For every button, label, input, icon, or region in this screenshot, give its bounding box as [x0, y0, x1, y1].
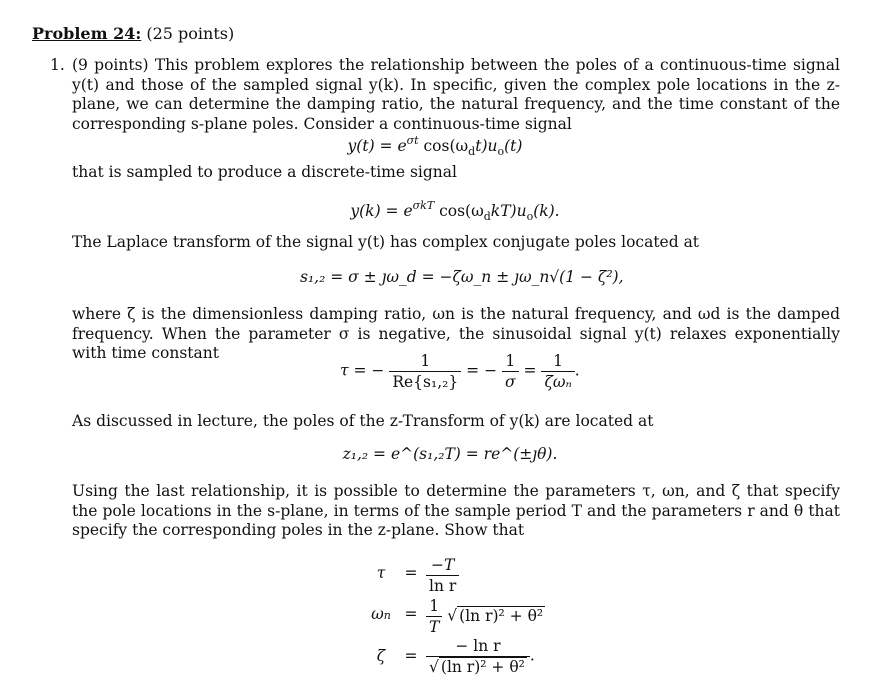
- using-paragraph: Using the last relationship, it is possible to determine the parameters τ, ωn, and ζ that specify the pole locations in the s-plane, in terms of the sample period T and the parameters r and θ that specify the corresponding poles in the z-plane. Show that: [72, 482, 840, 539]
- where-paragraph: where ζ is the dimensionless damping ratio, ωn is the natural frequency, and ωd is the damped frequency. When the parameter σ is negative, the sinusoidal signal y(t) relaxes exponentially with time constant: [72, 305, 840, 362]
- intro-paragraph: (9 points) This problem explores the relationship between the poles of a continuous-time signal y(t) and those of the sampled signal y(k). In specific, given the complex pole locations in the z-plane, we can determine the damping ratio, the natural frequency, and the time constant of the corresponding s-plane poles. Consider a continuous-time signal: [72, 56, 840, 133]
- equation-yk: $y(k) = e^{\sigma kT}$ $\cos(\omega_dkT)u_o(k)$.: [350, 199, 560, 223]
- equation-z: z₁,₂ = e^(s₁,₂T) = re^(±ȷθ).: [342, 445, 558, 463]
- problem-points: (25 points): [146, 24, 235, 43]
- problem-label: Problem 24:: [32, 24, 142, 43]
- item-number: 1.: [50, 56, 65, 74]
- equation-poles: s₁,₂ = σ ± ȷω_d = −ζω_n ± ȷω_n√(1 − ζ²),: [300, 268, 624, 286]
- equation-yt: $y(t) = e^{\sigma t}$ $\cos(\omega_dt)u_o(t)$: [347, 134, 523, 158]
- equation-tau: τ = − $\frac{1}{\text{Re\{s₁,₂\}}}$ = − $\frac{1}{\sigma}$ = $\frac{1}{\text{ζωₙ}}$ .: [340, 352, 580, 391]
- sampled-paragraph: that is sampled to produce a discrete-time signal: [72, 163, 457, 181]
- laplace-paragraph: The Laplace transform of the signal y(t) has complex conjugate poles located at: [72, 233, 700, 251]
- problem-page: Problem 24: (25 points) 1. (9 points) This problem explores the relationship between the poles of a continuous-time signal y(t) and those of the sampled signal y(k). In specific, given the complex pole locations in the z-plane, we can determine the damping ratio, the natural frequency, and the time constant of the corresponding s-plane poles. Consider a continuous-time signal $y(t) = e^{\sigma t}$ $\cos(\omega_dt)u_o(t)$ that is sampled to produce a discrete-time signal $y(k) = e^{\sigma kT}$ $\cos(\omega_dkT)u_o(k)$. The Laplace transform of the signal y(t) has complex conjugate poles located at s₁,₂ = σ ± ȷω_d = −ζω_n ± ȷω_n√(1 − ζ²), where ζ is the dimensionless damping ratio, ωn is the natural frequency, and ωd is the damped frequency. When the parameter σ is negative, the sinusoidal signal y(t) relaxes exponentially with time constant τ = − $\frac{1}{\text{Re\{s₁,₂\}}}$ = − $\frac{1}{\sigma}$ = $\frac{1}{\text{ζωₙ}}$ . As discussed in lecture, the poles of the z-Transform of y(k) are located at z₁,₂ = e^(s₁,₂T) = re^(±ȷθ). Using the last relationship, it is possible to determine the parameters τ, ωn, and ζ that specify the pole locations in the s-plane, in terms of the sample period T and the parameters r and θ that specify the corresponding poles in the z-plane. Show that τ = $\frac{-T}{\text{ln r}}$ ωn = $\frac{1}{T}$ √ (ln r)² + θ² ζ = $\frac{\text{− ln r}}{\text{√ (ln r)² + θ²}}$ .: [32, 24, 840, 676]
- problem-header: [32, 24, 234, 43]
- ztransform-paragraph: As discussed in lecture, the poles of the z-Transform of y(k) are located at: [72, 412, 654, 430]
